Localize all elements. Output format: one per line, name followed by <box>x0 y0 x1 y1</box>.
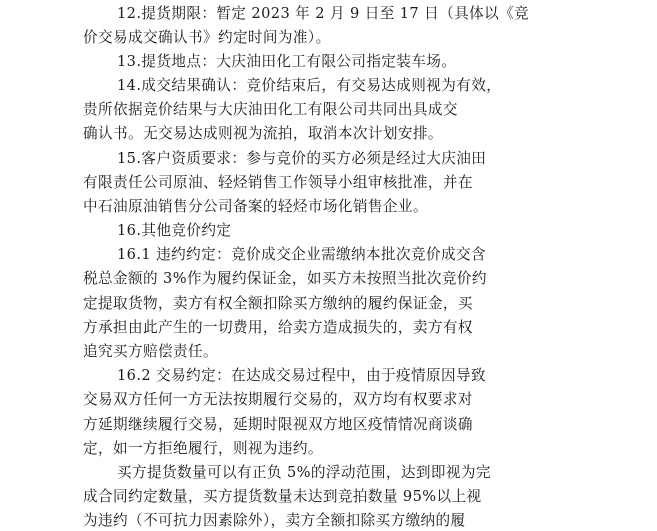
paragraph-line: 价交易成交确认书》约定时间为准）。 <box>83 29 331 46</box>
paragraph-line: 有限责任公司原油、轻烃销售工作领导小组审核批准，并在 <box>83 174 473 191</box>
paragraph-line: 确认书。无交易达成则视为流拍，取消本次计划安排。 <box>83 125 443 142</box>
paragraph-line: 方延期继续履行交易，延期时限视双方地区疫情情况商谈确 <box>83 416 473 433</box>
paragraph-line: 追究买方赔偿责任。 <box>83 343 218 360</box>
paragraph-line: 13.提货地点：大庆油田化工有限公司指定装车场。 <box>117 53 457 70</box>
paragraph-line: 税总金额的 3%作为履约保证金，如买方未按照当批次竞价约 <box>83 270 487 287</box>
paragraph-line: 交易双方任何一方无法按期履行交易的，双方均有权要求对 <box>83 391 473 408</box>
paragraph-line: 15.客户资质要求：参与竞价的买方必须是经过大庆油田 <box>117 150 487 167</box>
paragraph-line: 12.提货期限：暂定 2023 年 2 月 9 日至 17 日（具体以《竞 <box>117 5 530 22</box>
paragraph-line: 为违约（不可抗力因素除外），卖方全额扣除买方缴纳的履 <box>83 512 466 529</box>
paragraph-line: 16.1 违约约定：竞价成交企业需缴纳本批次竞价成交含 <box>117 246 486 263</box>
paragraph-line: 成合同约定数量，买方提货数量未达到竞拍数量 95%以上视 <box>83 488 482 505</box>
paragraph-line: 定提取货物，卖方有权全额扣除买方缴纳的履约保证金，买 <box>83 295 473 312</box>
paragraph-line: 贵所依据竞价结果与大庆油田化工有限公司共同出具成交 <box>83 101 458 118</box>
paragraph-line: 定，如一方拒绝履行，则视为违约。 <box>83 440 323 457</box>
paragraph-line: 方承担由此产生的一切费用，给卖方造成损失的，卖方有权 <box>83 319 473 336</box>
section-heading: 16.其他竞价约定 <box>117 222 232 239</box>
paragraph-line: 16.2 交易约定：在达成交易过程中，由于疫情原因导致 <box>117 367 486 384</box>
paragraph-line: 14.成交结果确认：竞价结束后，有交易达成则视为有效， <box>117 77 502 94</box>
paragraph-line: 中石油原油销售分公司备案的轻烃市场化销售企业。 <box>83 198 428 215</box>
paragraph-line: 买方提货数量可以有正负 5%的浮动范围，达到即视为完 <box>117 464 491 481</box>
